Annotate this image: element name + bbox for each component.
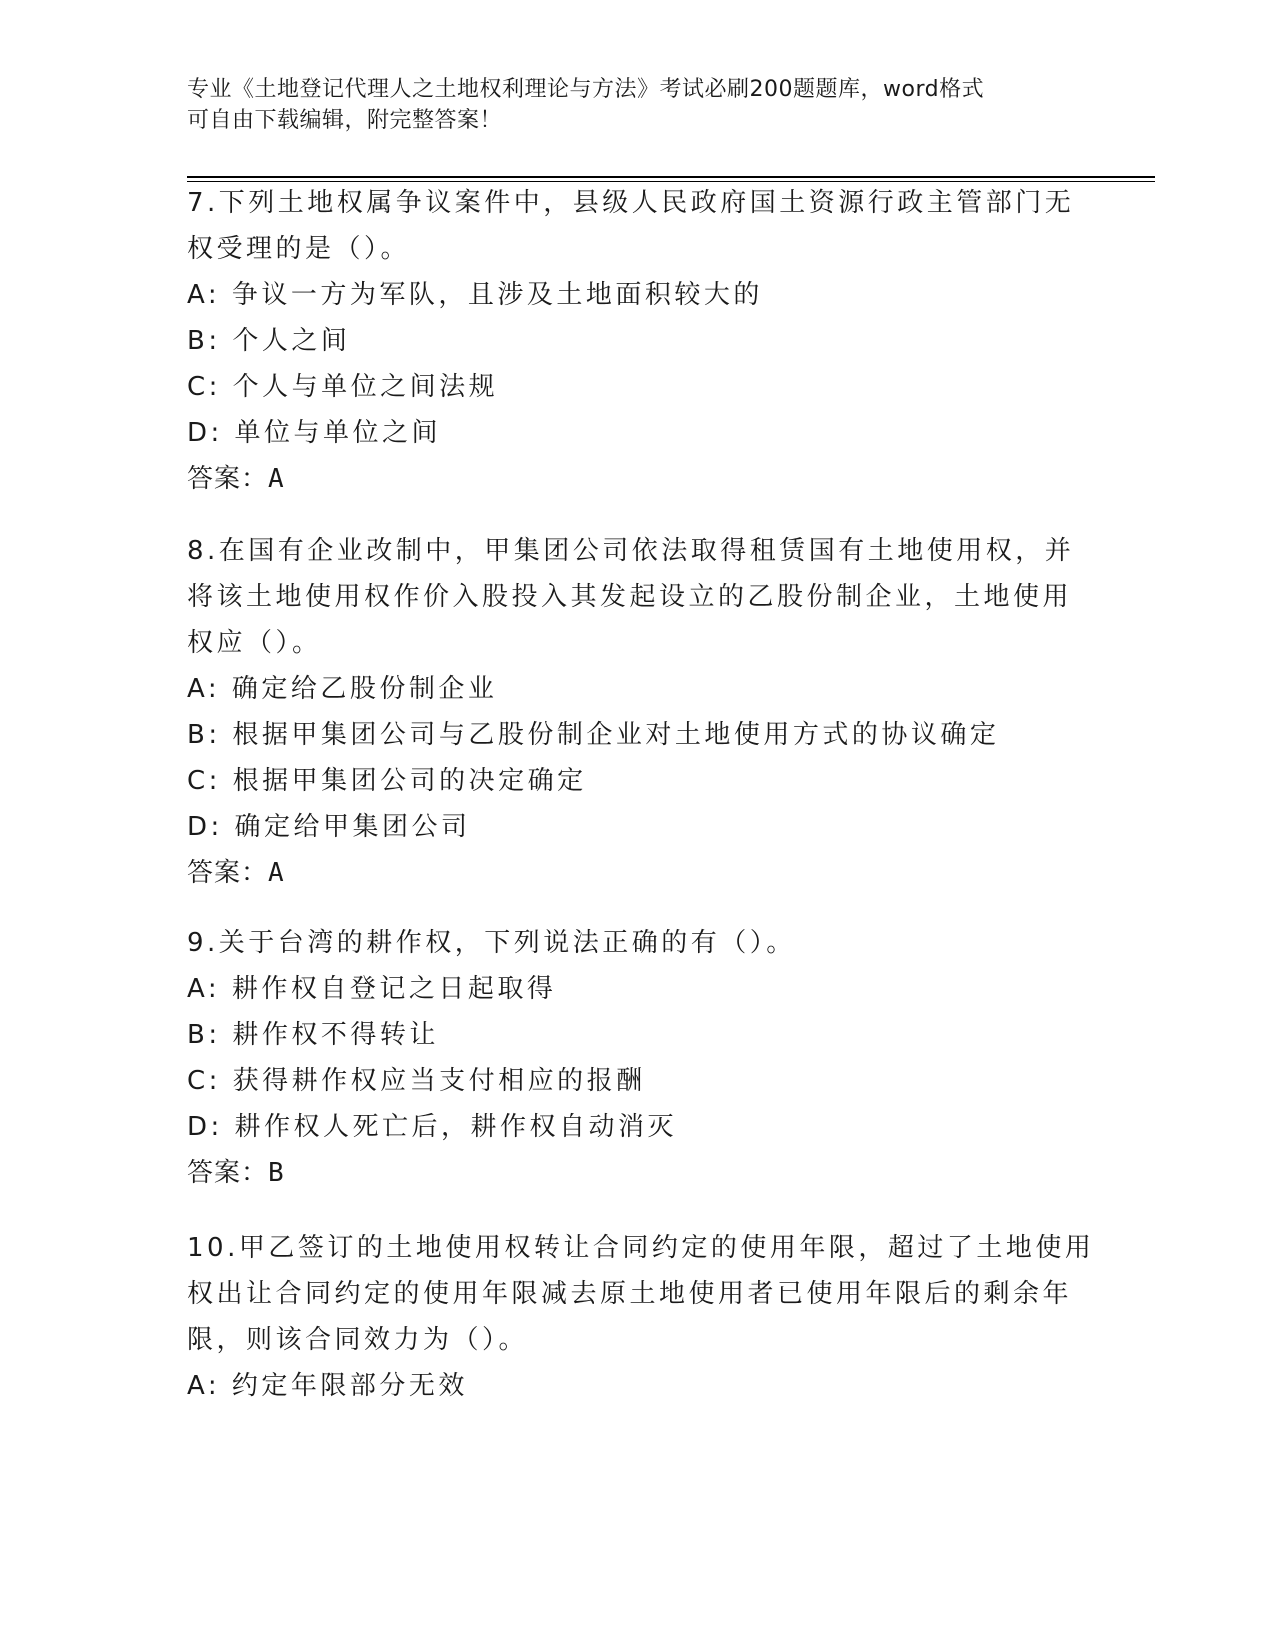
document-header (187, 74, 1067, 136)
option-a: A: 约定年限部分无效 (187, 1371, 468, 1401)
option-d: D: 确定给甲集团公司 (187, 812, 471, 842)
option-d: D: 耕作权人死亡后，耕作权自动消灭 (187, 1112, 678, 1142)
option-d: D: 单位与单位之间 (187, 418, 442, 448)
question-8 (187, 528, 1087, 896)
option-b: B: 耕作权不得转让 (187, 1020, 439, 1050)
question-stem-line: 9.关于台湾的耕作权，下列说法正确的有（）。 (187, 928, 796, 958)
header-line-1: 专业《土地登记代理人之土地权利理论与方法》考试必刷200题题库，word格式 (187, 77, 985, 102)
option-a: A: 耕作权自登记之日起取得 (187, 974, 557, 1004)
option-c: C: 获得耕作权应当支付相应的报酬 (187, 1066, 646, 1096)
question-stem-line: 10.甲乙签订的土地使用权转让合同约定的使用年限，超过了土地使用 (187, 1233, 1095, 1263)
header-line-2: 可自由下载编辑，附完整答案！ (187, 108, 503, 133)
question-stem-line: 7.下列土地权属争议案件中，县级人民政府国土资源行政主管部门无 (187, 188, 1075, 218)
question-stem-line: 权出让合同约定的使用年限减去原土地使用者已使用年限后的剩余年 (187, 1279, 1073, 1309)
option-b: B: 个人之间 (187, 326, 351, 356)
question-stem-line: 权受理的是（）。 (187, 234, 411, 264)
answer-label: 答案： (187, 1158, 269, 1188)
answer-value: B (268, 1158, 285, 1188)
option-a: A: 争议一方为军队，且涉及土地面积较大的 (187, 280, 763, 310)
question-stem-line: 权应（）。 (187, 628, 322, 658)
question-7 (187, 180, 1087, 502)
header-rule-thick (187, 176, 1155, 178)
answer-value: A (268, 858, 285, 888)
answer-label: 答案： (187, 464, 269, 494)
option-c: C: 个人与单位之间法规 (187, 372, 499, 402)
option-a: A: 确定给乙股份制企业 (187, 674, 498, 704)
answer-line (187, 1150, 1087, 1196)
question-stem-line: 限，则该合同效力为（）。 (187, 1325, 529, 1355)
option-c: C: 根据甲集团公司的决定确定 (187, 766, 587, 796)
answer-value: A (268, 464, 285, 494)
answer-line (187, 456, 1087, 502)
question-stem-line: 将该土地使用权作价入股投入其发起设立的乙股份制企业，土地使用 (187, 582, 1073, 612)
question-9 (187, 920, 1087, 1196)
answer-line (187, 850, 1087, 896)
question-stem-line: 8.在国有企业改制中，甲集团公司依法取得租赁国有土地使用权，并 (187, 536, 1075, 566)
option-b: B: 根据甲集团公司与乙股份制企业对土地使用方式的协议确定 (187, 720, 1000, 750)
question-10 (187, 1225, 1095, 1409)
answer-label: 答案： (187, 858, 269, 888)
